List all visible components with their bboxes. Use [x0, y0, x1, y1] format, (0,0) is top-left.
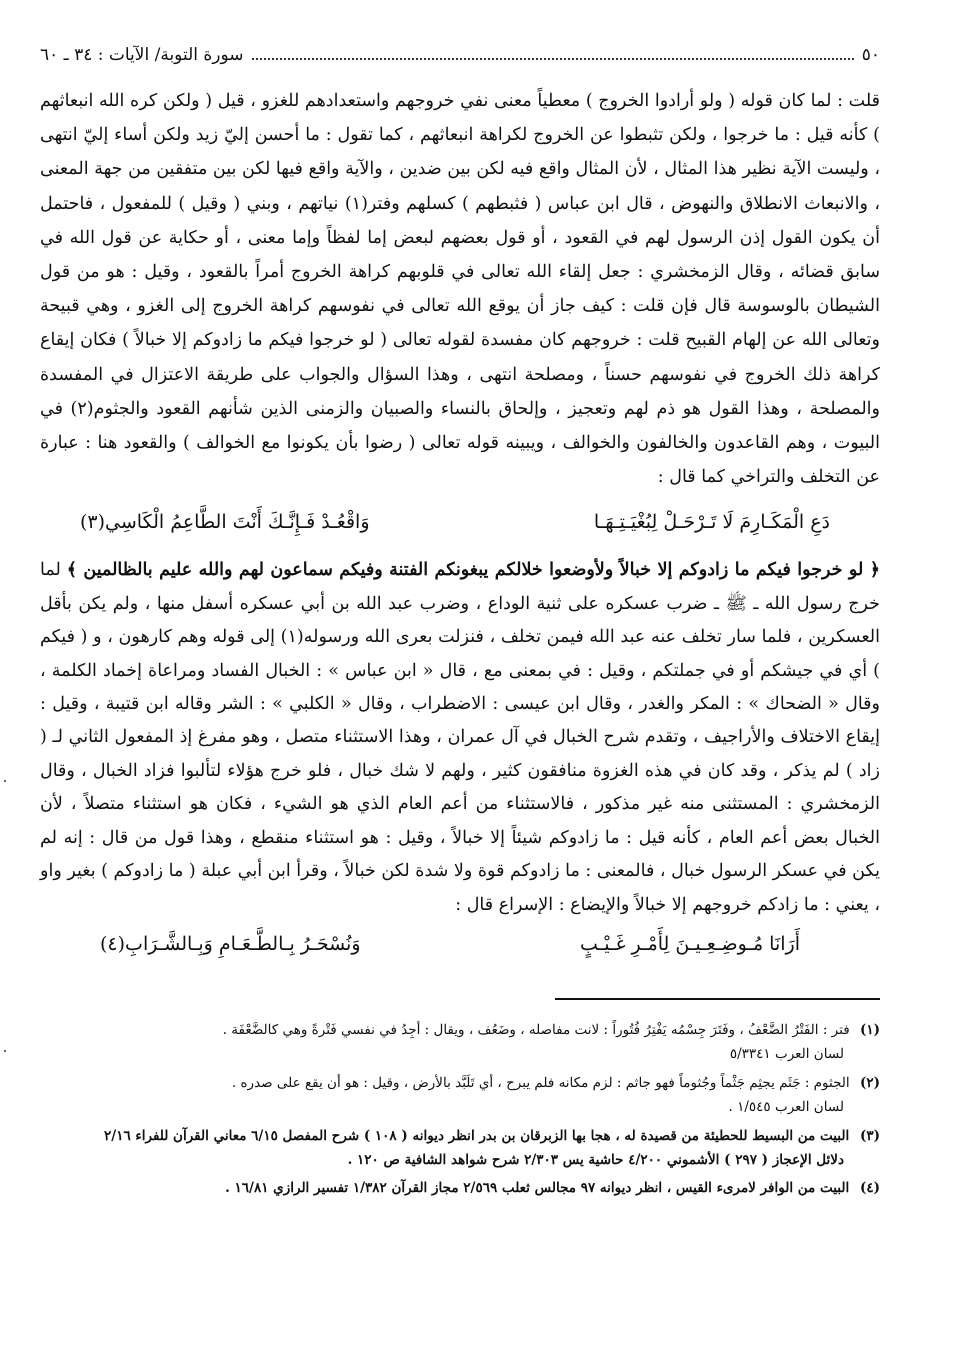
page-number: ٥٠	[861, 45, 880, 65]
footnote-source: لسان العرب ٥/٣٣٤١	[729, 1046, 844, 1063]
commentary-text: لما خرج رسول الله ـ ﷺ ـ ضرب عسكره على ثنية الوداع ، وضرب عبد الله بن أبي عسكره أسفل منها ، ولم يكن بأقل العسكرين ، فلما سار تخلف عنه عبد الله فيمن تخلف ، فنزلت بعرى الله ورسوله(١) إلى قوله وهم كارهون ، و ( فيكم ) أي في جيشكم أو في جملتكم ، وقيل : في بمعنى مع ، قال « ابن عباس » : الخبال الفساد ومراعاة إخماد الكلمة ، وقال « الضحاك » : المكر والغدر ، وقال ابن عيسى : الاضطراب ، وقال « الكلبي » : الشر وقاله ابن قتيبة ، وقيل : إيقاع الاختلاف والأراجيف ، وتقدم شرح الخبال في آل عمران ، وهذا الاستثناء متصل ، وهو مفرغ إذ المفعول الثاني لـ ( زاد ) لم يذكر ، وقد كان في هذه الغزوة منافقون كثير ، ولهم لا شك خبال ، فلو خرج هؤلاء لتألبوا فزاد الخبال ، وقال الزمخشري : المستثنى منه غير مذكور ، فالاستثناء من أعم العام الذي هو الشيء ، فكان هو استثناء متصلاً ، لأن الخبال بعض أعم العام ، كأنه قيل : ما زادوكم شيئاً إلا خبالاً ، وقيل : هو استثناء منقطع ، وهذا قول من قال : إنه لم يكن في عسكر الرسول خبال ، فالمعنى : ما زادوكم قوة ولا شدة لكن خبالاً ، وقرأ ابن أبي عبلة ( ما زادوكم ) بغير واو ، يعني : ما زادكم خروجهم إلا خبالاً والإيضاع : الإسراع قال :	[40, 560, 880, 915]
footnote-separator	[555, 998, 880, 1000]
footnote-text: فتر : الفَتْرُ الضَّعْفُ ، وفَتَرَ جِسْمُه يَفْتِرُ فُتُوراً : لانت مفاصله ، وضَعُف ، ويقال : أجِدُ في نفسي فَتْرةً وهي كالضَّعْفَة .	[222, 1021, 850, 1038]
quran-commentary-section	[40, 554, 880, 921]
verse-hemistich-2: وَاقْعُـدْ فَـإِنَّـكَ أَنْتَ الطَّاعِمُ الْكَاسِي(٣)	[80, 511, 370, 534]
footnote-1	[40, 1018, 880, 1067]
footnote-number: (١)	[859, 1021, 880, 1038]
page-header	[40, 40, 880, 70]
footnote-source: لسان العرب ١/٥٤٥ .	[728, 1099, 844, 1116]
margin-mark	[4, 780, 6, 782]
verse-hemistich-2: وَنُسْحَـرُ بِـالطَّـعَـامِ وَبِـالشَّـرَابِ(٤)	[100, 932, 361, 955]
footnote-text: البيت من البسيط للحطيئة من قصيدة له ، هجا بها الزبرقان بن بدر انظر ديوانه ( ١٠٨ ) شرح المفصل ٦/١٥ معاني القرآن للفراء ٢/١٦	[104, 1127, 850, 1144]
footnote-text: الجثوم : جَثَم يجثِم جَثْماً وجُثوماً فهو جاثم : لزم مكانه فلم يبرح ، أي تَلَبَّد بالأرض ، وقيل : هو أن يقع على صدره .	[231, 1074, 850, 1091]
header-dotted-leader	[252, 58, 854, 60]
footnote-number: (٢)	[859, 1074, 880, 1091]
poetry-verse-1	[80, 504, 830, 540]
footnote-text: البيت من الوافر لامرىء القيس ، انظر ديوانه ٩٧ مجالس ثعلب ٢/٥٦٩ مجاز القرآن ١/٣٨٢ تفسير الرازي ١٦/٨١ .	[225, 1180, 850, 1197]
footnote-2	[40, 1071, 880, 1120]
paragraph-text: قلت : لما كان قوله ( ولو أرادوا الخروج ) معطياً معنى نفي خروجهم واستعدادهم للغزو ، قيل ( ولكن كره الله انبعاثهم ) كأنه قيل : ما خرجوا ، ولكن تثبطوا عن الخروج لكراهة انبعاثهم ، كما تقول : ما أحسن إليّ زيد ولكن أساء إليّ انتهى ، وليست الآية نظير هذا المثال ، لأن المثال واقع فيه لكن بين ضدين ، والآية واقع فيها لكن بين متفقين من جهة المعنى ، والانبعاث الانطلاق والنهوض ، قال ابن عباس ( فثبطهم ) كسلهم وفتر(١) نياتهم ، وبني ( وقيل ) للمفعول ، فاحتمل أن يكون القول إذن الرسول لهم في القعود ، أو قول بعضهم لبعض إما لفظاً وإما معنى ، أو حكاية عن قول الله في سابق قضائه ، وقال الزمخشري : جعل إلقاء الله تعالى في قلوبهم كراهة الخروج أمراً بالقعود ، وقيل : هو من قول الشيطان بالوسوسة قال فإن قلت : كيف جاز أن يوقع الله تعالى في نفوسهم كراهة الخروج إلى الغزو ، وهي قبيحة وتعالى الله عن إلهام القبيح قلت : خروجهم كان مفسدة لقوله تعالى ( لو خرجوا فيكم ما زادوكم إلا خبالاً ) فكان إيقاع كراهة ذلك الخروج في نفوسهم حسناً ، ومصلحة انتهى ، وهذا السؤال والجواب على طريقة الاعتزال في المفسدة والمصلحة ، وهذا القول هو ذم لهم وتعجيز ، وإلحاق بالنساء والصبيان والزمنى الذين شأنهم القعود والجثوم(٢) في البيوت ، وهم القاعدون والخالفون والخوالف ، ويبينه قوله تعالى ( رضوا بأن يكونوا مع الخوالف ) والقعود هنا : عبارة عن التخلف والتراخي كما قال :	[40, 91, 880, 488]
footnote-number: (٣)	[859, 1127, 880, 1144]
verse-hemistich-1: أَرَانَا مُـوضِـعِـيـنَ لِأَمْـرِ غَـيْـبٍ	[580, 932, 800, 955]
footnote-number: (٤)	[859, 1180, 880, 1197]
poetry-verse-2	[100, 926, 800, 962]
running-title: سورة التوبة/ الآيات : ٣٤ ـ ٦٠	[40, 45, 244, 65]
margin-mark	[4, 1050, 6, 1052]
footnote-3	[40, 1124, 880, 1173]
footnote-4	[40, 1176, 880, 1200]
main-paragraph	[40, 84, 880, 494]
quran-verse: ﴿ لو خرجوا فيكم ما زادوكم إلا خبالاً ولأوضعوا خلالكم يبغونكم الفتنة وفيكم سماعون لهم والله عليم بالظالمين ﴾	[66, 560, 880, 581]
footnote-source: دلائل الإعجاز ( ٢٩٧ ) الأشموني ٤/٢٠٠ حاشية يس ٢/٣٠٣ شرح شواهد الشافية ص ١٢٠ .	[347, 1151, 844, 1168]
verse-hemistich-1: دَعِ الْمَكَـارِمَ لَا تَـرْحَـلْ لِبُغْيَـتِـهَـا	[593, 511, 830, 534]
page	[40, 40, 880, 1205]
footnotes	[40, 1018, 880, 1201]
quran-commentary-paragraph	[40, 554, 880, 921]
